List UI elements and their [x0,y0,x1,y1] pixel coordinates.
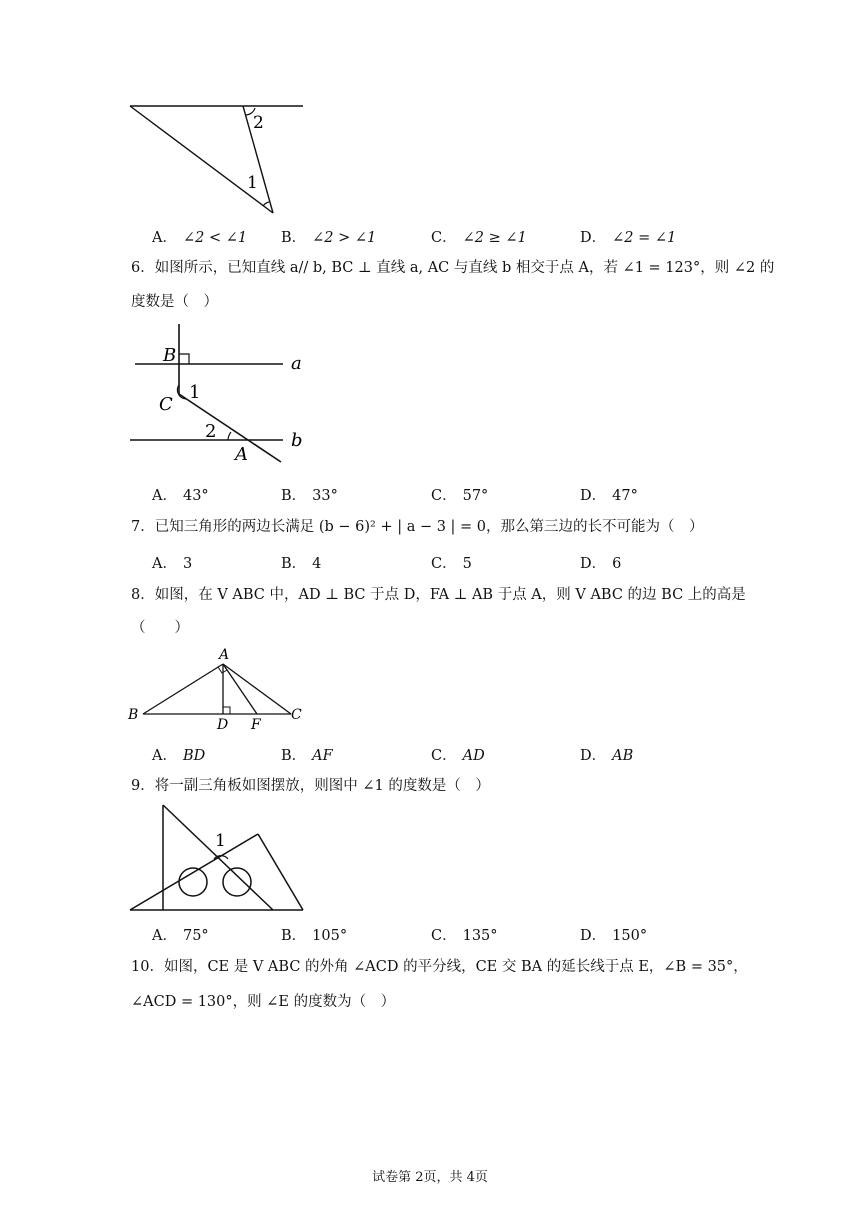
q6-option-d[interactable]: D． 47° [580,488,638,504]
q5-option-c[interactable]: C． ∠2 ≥ ∠1 [431,230,527,246]
q8-label-d: D [217,717,229,733]
q8-option-c[interactable]: C． AD [431,748,485,764]
q5-option-b[interactable]: B． ∠2 > ∠1 [281,230,377,246]
q5-angle1-label: 1 [247,173,258,193]
q5-options [152,226,772,246]
q8-label-b: B [128,707,139,723]
q9-option-b[interactable]: B． 105° [281,928,348,944]
q8-option-a[interactable]: A． BD [152,748,206,764]
q8-figure [125,644,315,736]
q9-options [152,924,772,944]
q8-label-f: F [251,717,261,733]
q7-option-a[interactable]: A． 3 [152,556,193,572]
q8-stem-line1: 8．如图，在 V ABC 中，AD ⊥ BC 于点 D，FA ⊥ AB 于点 A，则 V ABC 的边 BC 上的高是 [131,587,746,603]
q6-figure [125,322,325,472]
q9-figure [125,802,315,916]
q6-label-c: C [159,394,173,415]
q7-option-c[interactable]: C． 5 [431,556,472,572]
q6-label-b: B [163,345,177,366]
q10-stem-line1: 10．如图，CE 是 V ABC 的外角 ∠ACD 的平分线，CE 交 BA 的延长线于点 E，∠B = 35°， [131,959,748,975]
q7-option-d[interactable]: D． 6 [580,556,622,572]
q8-option-d[interactable]: D． AB [580,748,634,764]
q5-option-d[interactable]: D． ∠2 = ∠1 [580,230,677,246]
q9-option-c[interactable]: C． 135° [431,928,498,944]
q5-option-a[interactable]: A． ∠2 < ∠1 [152,230,248,246]
q8-option-b[interactable]: B． AF [281,748,333,764]
q8-label-c: C [291,707,302,723]
q8-options [152,744,772,764]
q6-option-a[interactable]: A． 43° [152,488,209,504]
q10-stem-line2: ∠ACD = 130°，则 ∠E 的度数为（ ） [131,994,396,1010]
q7-options [152,552,772,572]
q6-options [152,484,772,504]
q7-option-b[interactable]: B． 4 [281,556,322,572]
q9-option-a[interactable]: A． 75° [152,928,209,944]
q6-stem-line1: 6．如图所示，已知直线 a// b, BC ⊥ 直线 a, AC 与直线 b 相交于点 A，若 ∠1 = 123°，则 ∠2 的 [131,260,775,276]
q9-angle1-label: 1 [215,831,226,851]
page-footer: 试卷第 2页，共 4页 [372,1170,488,1185]
q6-option-c[interactable]: C． 57° [431,488,489,504]
q6-angle1-label: 1 [189,382,201,403]
q8-label-a: A [219,647,230,663]
q7-stem: 7．已知三角形的两边长满足 (b − 6)² + | a − 3 | = 0，那么第三边的长不可能为（ ） [131,519,704,535]
q9-option-d[interactable]: D． 150° [580,928,648,944]
q6-label-b-line: b [291,430,303,451]
q5-angle2-label: 2 [253,113,264,133]
q6-label-a: a [291,353,302,374]
q9-stem: 9．将一副三角板如图摆放，则图中 ∠1 的度数是（ ） [131,778,490,794]
q6-angle2-label: 2 [205,421,217,442]
q5-figure [125,98,315,218]
q6-stem-line2: 度数是（ ） [131,294,218,310]
q6-label-a-point: A [235,444,248,465]
q8-stem-line2: （ ） [131,620,189,636]
q6-option-b[interactable]: B． 33° [281,488,338,504]
